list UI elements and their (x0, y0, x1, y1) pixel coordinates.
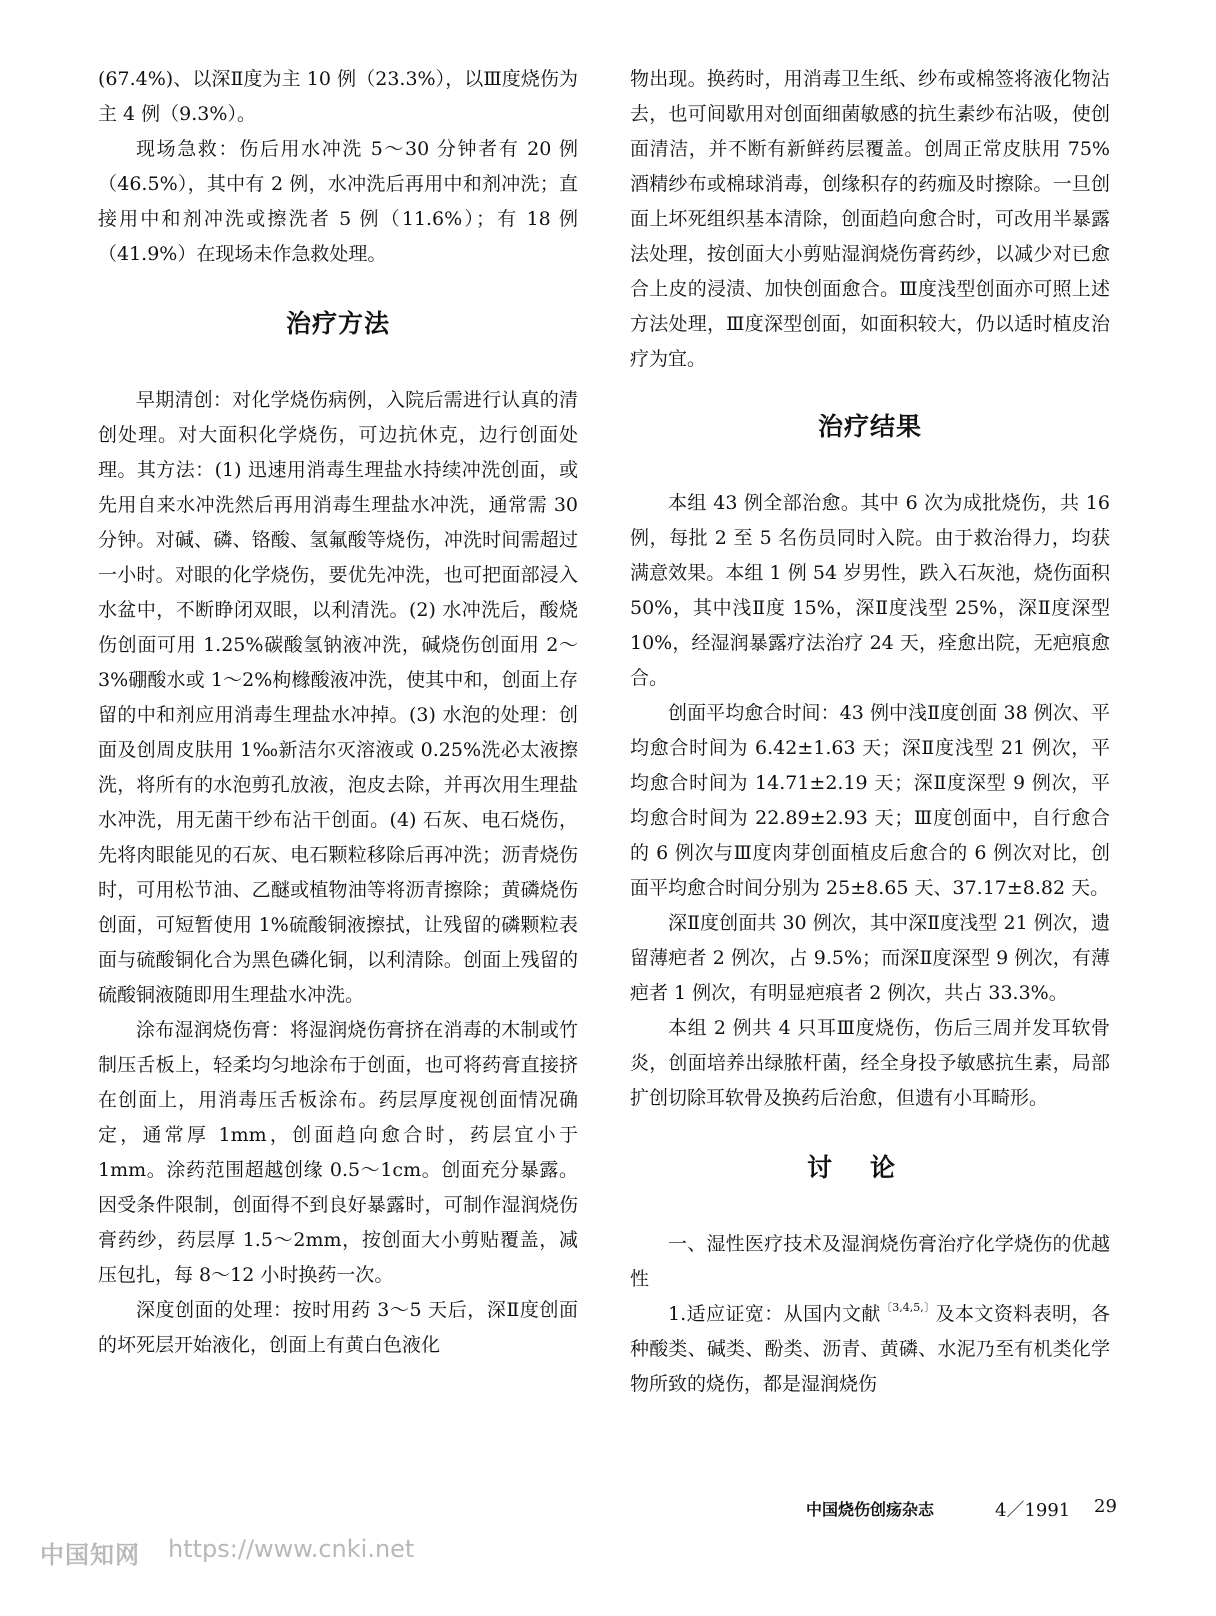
section-heading-discussion: 讨论 (806, 1153, 933, 1182)
paragraph-results-3: 深Ⅱ度创面共 30 例次，其中深Ⅱ度浅型 21 例次，遗留薄疤者 2 例次，占 9.5%；而深Ⅱ度深型 9 例次，有薄疤者 1 例次，有明显疤痕者 2 例次，共占 33.3%。 (630, 912, 1110, 1004)
left-column (98, 62, 578, 1363)
paragraph-debridement: 早期清创：对化学烧伤病例，入院后需进行认真的清创处理。对大面积化学烧伤，可边抗休克，边行创面处理。其方法：(1) 迅速用消毒生理盐水持续冲洗创面，或先用自来水冲洗然后再用消毒生理盐水冲洗，通常需 30 分钟。对碱、磷、铬酸、氢氟酸等烧伤，冲洗时间需超过一小时。对眼的化学烧伤，要优先冲洗，也可把面部浸入水盆中，不断睁闭双眼，以利清洗。(2) 水冲洗后，酸烧伤创面可用 1.25%碳酸氢钠液冲洗，碱烧伤创面用 2～3%硼酸水或 1～2%枸橼酸液冲洗，使其中和，创面上存留的中和剂应用消毒生理盐水冲掉。(3) 水泡的处理：创面及创周皮肤用 1‰新洁尔灭溶液或 0.25%洗必太液擦洗，将所有的水泡剪孔放液，泡皮去除，并再次用生理盐水冲洗，用无菌干纱布沾干创面。(4) 石灰、电石烧伤，先将肉眼能见的石灰、电石颗粒移除后再冲洗；沥青烧伤时，可用松节油、乙醚或植物油等将沥青擦除；黄磷烧伤创面，可短暂使用 1%硫酸铜液擦拭，让残留的磷颗粒表面与硫酸铜化合为黑色磷化铜，以利清除。创面上残留的硫酸铜液随即用生理盐水冲洗。 (98, 389, 578, 1006)
footer-issue: 4／1991 (995, 1500, 1071, 1521)
paragraph-deep-wound-start: 深度创面的处理：按时用药 3～5 天后，深Ⅱ度创面的坏死层开始液化，创面上有黄白色液化 (98, 1299, 578, 1356)
paragraph-ointment: 涂布湿润烧伤膏：将湿润烧伤膏挤在消毒的木制或竹制压舌板上，轻柔均匀地涂布于创面，也可将药膏直接挤在创面上，用消毒压舌板涂布。药层厚度视创面情况确定，通常厚 1mm，创面趋向愈合时，药层宜小于 1mm。涂药范围超越创缘 0.5～1cm。创面充分暴露。因受条件限制，创面得不到良好暴露时，可制作湿润烧伤膏药纱，药层厚 1.5～2mm，按创面大小剪贴覆盖，减压包扎，每 8～12 小时换药一次。 (98, 1019, 578, 1286)
paragraph-results-1: 本组 43 例全部治愈。其中 6 次为成批烧伤，共 16 例，每批 2 至 5 名伤员同时入院。由于救治得力，均获满意效果。本组 1 例 54 岁男性，跌入石灰池，烧伤面积 50%，其中浅Ⅱ度 15%，深Ⅱ度浅型 25%，深Ⅱ度深型 10%，经湿润暴露疗法治疗 24 天，痊愈出院，无疤痕愈合。 (630, 492, 1110, 689)
paragraph-first-aid: 现场急救：伤后用水冲洗 5～30 分钟者有 20 例（46.5%），其中有 2 例，水冲洗后再用中和剂冲洗；直接用中和剂冲洗或擦洗者 5 例（11.6%）；有 18 例（41.9%）在现场未作急救处理。 (98, 138, 578, 265)
paragraph-results-4: 本组 2 例共 4 只耳Ⅲ度烧伤，伤后三周并发耳软骨炎，创面培养出绿脓杆菌，经全身投予敏感抗生素，局部扩创切除耳软骨及换药后治愈，但遗有小耳畸形。 (630, 1017, 1110, 1109)
right-column (630, 62, 1110, 1402)
watermark-url: https://www.cnki.net (168, 1535, 415, 1563)
paragraph-deep-wound-continued: 物出现。换药时，用消毒卫生纸、纱布或棉签将液化物沾去，也可间歇用对创面细菌敏感的抗生素纱布沾吸，使创面清洁，并不断有新鲜药层覆盖。创周正常皮肤用 75%酒精纱布或棉球消毒，创缘积存的药痂及时擦除。一旦创面上坏死组织基本清除，创面趋向愈合时，可改用半暴露法处理，按创面大小剪贴湿润烧伤膏药纱，以减少对已愈合上皮的浸渍、加快创面愈合。Ⅲ度浅型创面亦可照上述方法处理，Ⅲ度深型创面，如面积较大，仍以适时植皮治疗为宜。 (630, 68, 1110, 370)
paragraph-results-2: 创面平均愈合时间：43 例中浅Ⅱ度创面 38 例次、平均愈合时间为 6.42±1.63 天；深Ⅱ度浅型 21 例次，平均愈合时间为 14.71±2.19 天；深Ⅱ度深型 9 例次，平均愈合时间为 22.89±2.93 天；Ⅲ度创面中，自行愈合的 6 例次与Ⅲ度肉芽创面植皮后愈合的 6 例次对比，创面平均愈合时间分别为 25±8.65 天、37.17±8.82 天。 (630, 702, 1110, 899)
section-heading-methods: 治疗方法 (285, 309, 390, 338)
section-heading-results: 治疗结果 (817, 412, 922, 441)
watermark-logo: 中国知网 (40, 1541, 140, 1569)
paragraph-intro-continued: (67.4%)、以深Ⅱ度为主 10 例（23.3%），以Ⅲ度烧伤为主 4 例（9.3%）。 (98, 68, 578, 125)
discussion-2-text-end: 及本文资料表明，各种酸类、碱类、酚类、沥青、黄磷、水泥乃至有机类化学物所致的烧伤，都是湿润烧伤 (630, 1303, 1110, 1395)
footer-page-number: 29 (1094, 1496, 1117, 1517)
discussion-2-text-start: 1.适应证宽：从国内文献 (668, 1303, 881, 1325)
paragraph-discussion-2 (630, 1297, 1110, 1402)
citation-reference: 〔3,4,5,〕 (880, 1301, 936, 1314)
paragraph-discussion-1: 一、湿性医疗技术及湿润烧伤膏治疗化学烧伤的优越性 (630, 1233, 1110, 1290)
footer-journal-name: 中国烧伤创疡杂志 (806, 1500, 935, 1519)
